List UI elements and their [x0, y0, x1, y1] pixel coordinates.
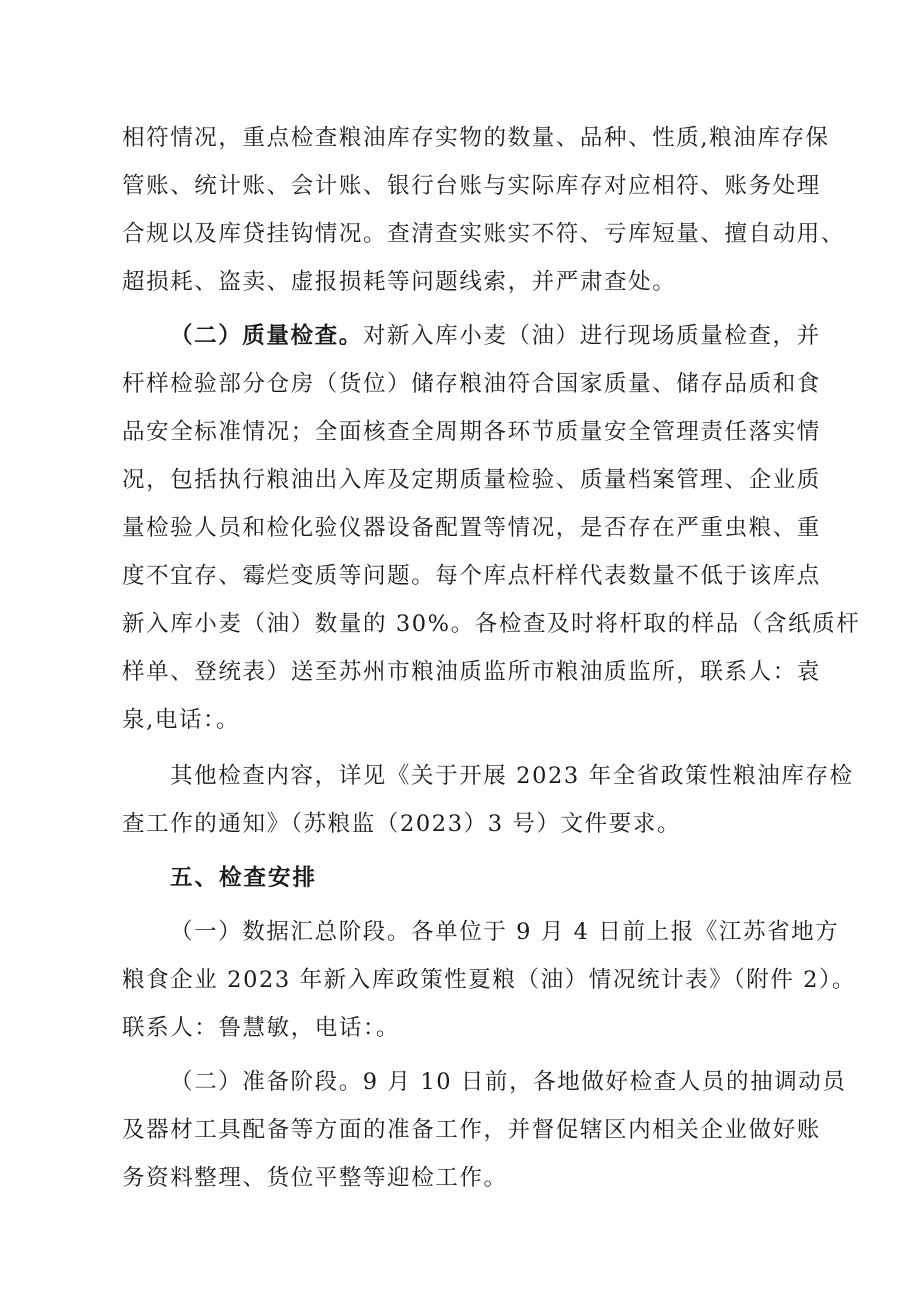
text-line: 样单、登统表）送至苏州市粮油质监所市粮油质监所，联系人：袁 — [122, 659, 821, 685]
text-line: 超损耗、盗卖、虚报损耗等问题线索，并严肃查处。 — [122, 269, 677, 295]
text-line: 查工作的通知》（苏粮监（2023）3 号）文件要求。 — [122, 811, 682, 837]
text-line: （二）准备阶段。9 月 10 日前，各地做好检查人员的抽调动员 — [170, 1069, 847, 1095]
quality-check-first-line — [170, 316, 822, 356]
text-span: 对新入库小麦（油）进行现场质量检查，并 — [362, 323, 821, 349]
text-line: 新入库小麦（油）数量的 30%。各检查及时将杆取的样品（含纸质杆 — [122, 611, 861, 637]
section-heading: 五、检查安排 — [170, 865, 318, 891]
text-line: 况，包括执行粮油出入库及定期质量检验、质量档案管理、企业质 — [122, 467, 821, 493]
text-line: 合规以及库贷挂钩情况。查清查实账实不符、亏库短量、擅自动用、 — [122, 221, 846, 247]
text-line: 其他检查内容，详见《关于开展 2023 年全省政策性粮油库存检 — [170, 763, 854, 789]
text-line: 量检验人员和检化验仪器设备配置等情况，是否存在严重虫粮、重 — [122, 515, 821, 541]
text-line: 粮食企业 2023 年新入库政策性夏粮（油）情况统计表》（附件 2）。 — [122, 967, 857, 993]
text-line: 度不宜存、霉烂变质等问题。每个库点杆样代表数量不低于该库点 — [122, 563, 821, 589]
text-line: 及器材工具配备等方面的准备工作，并督促辖区内相关企业做好账 — [122, 1117, 821, 1143]
text-line: 管账、统计账、会计账、银行台账与实际库存对应相符、账务处理 — [122, 173, 821, 199]
text-line: 杆样检验部分仓房（货位）储存粮油符合国家质量、储存品质和食 — [122, 371, 821, 397]
text-line: 泉,电话：。 — [122, 707, 241, 733]
text-line: 联系人：鲁慧敏，电话：。 — [122, 1015, 400, 1041]
text-line: 相符情况，重点检查粮油库存实物的数量、品种、性质,粮油库存保 — [122, 125, 830, 151]
text-line: 务资料整理、货位平整等迎检工作。 — [122, 1165, 508, 1191]
quality-check-heading: （二）质量检查。 — [170, 323, 363, 349]
text-line: （一）数据汇总阶段。各单位于 9 月 4 日前上报《江苏省地方 — [170, 919, 840, 945]
text-line: 品安全标准情况；全面核查全周期各环节质量安全管理责任落实情 — [122, 419, 821, 445]
